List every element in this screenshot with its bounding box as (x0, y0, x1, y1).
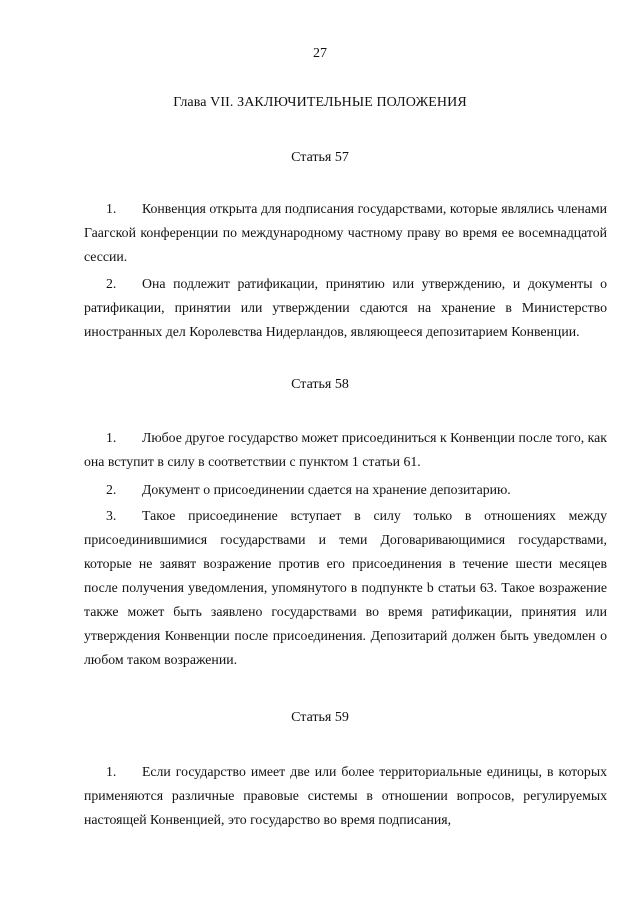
paragraph-number: 1. (106, 764, 117, 779)
page-number: 27 (313, 46, 327, 61)
paragraph-text: Конвенция открыта для подписания государствами, которые являлись членами Гаагской конференции по международному частному праву во время ее восемнадцатой сессии. (84, 201, 607, 264)
paragraph-number: 2. (106, 482, 117, 497)
paragraph-number: 1. (106, 430, 117, 445)
paragraph-text: Она подлежит ратификации, принятию или утверждению, и документы о ратификации, принятии или утверждении сдаются на хранение в Министерство иностранных дел Королевства Нидерландов, являющееся депозитарием Конвенции. (84, 276, 607, 339)
paragraph-text: Если государство имеет две или более территориальные единицы, в которых применяются различные правовые системы в отношении вопросов, регулируемых настоящей Конвенцией, это государство во время подписания, (84, 764, 607, 827)
paragraph-text: Любое другое государство может присоединиться к Конвенции после того, как она вступит в силу в соответствии с пунктом 1 статьи 61. (84, 430, 607, 469)
paragraph (84, 272, 607, 344)
paragraph (84, 504, 607, 672)
article-title: Статья 58 (291, 377, 349, 392)
paragraph-text: Такое присоединение вступает в силу только в отношениях между присоединившимися государствами и теми Договаривающимися государствами, которые не заявят возражение против его присоединения в течение шести месяцев после получения уведомления, упомянутого в подпункте b статьи 63. Такое возражение также может быть заявлено государствами во время ратификации, принятия или утверждения Конвенции после присоединения. Депозитарий должен быть уведомлен о любом таком возражении. (84, 508, 607, 667)
paragraph (84, 197, 607, 269)
chapter-title: Глава VII. ЗАКЛЮЧИТЕЛЬНЫЕ ПОЛОЖЕНИЯ (173, 95, 467, 110)
paragraph (84, 426, 607, 474)
paragraph-number: 3. (106, 508, 117, 523)
paragraph-text: Документ о присоединении сдается на хранение депозитарию. (142, 482, 511, 497)
paragraph-number: 1. (106, 201, 117, 216)
paragraph-number: 2. (106, 276, 117, 291)
paragraph (84, 760, 607, 832)
article-title: Статья 59 (291, 710, 349, 725)
paragraph (84, 478, 607, 502)
article-title: Статья 57 (291, 150, 349, 165)
